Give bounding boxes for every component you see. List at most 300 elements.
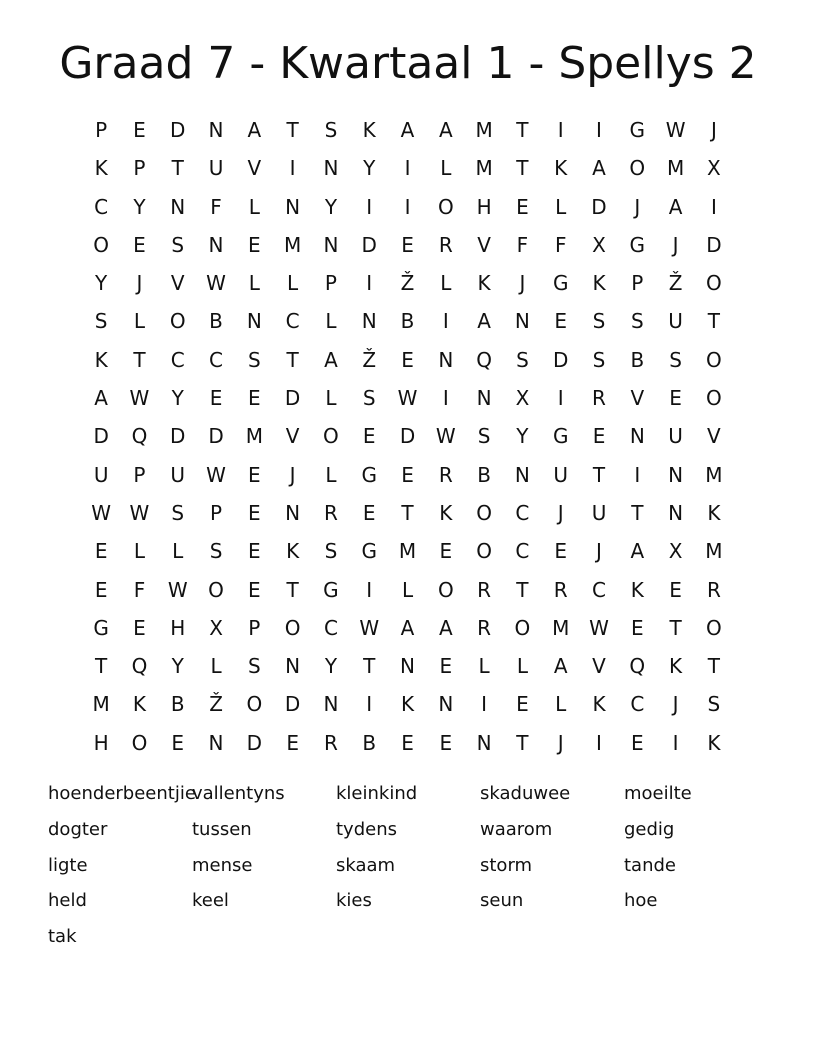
grid-letter: K	[94, 156, 108, 181]
word-list-item: skaam	[336, 854, 396, 876]
grid-letter: N	[400, 654, 415, 679]
grid-letter: S	[477, 424, 491, 449]
grid-letter: I	[596, 118, 602, 142]
grid-letter: K	[132, 692, 146, 717]
grid-letter: V	[592, 654, 606, 679]
grid-letter: D	[284, 386, 301, 411]
grid-letter: A	[592, 156, 606, 181]
grid-letter: I	[442, 309, 449, 334]
grid-letter: A	[477, 309, 491, 334]
grid-letter: E	[171, 730, 185, 755]
word-list-item: tak	[48, 926, 77, 948]
grid-letter: Y	[171, 654, 184, 679]
grid-letter: C	[285, 309, 300, 334]
grid-letter: I	[672, 730, 679, 755]
grid-letter: F	[133, 577, 146, 602]
grid-letter: U	[93, 462, 109, 487]
grid-letter: I	[289, 156, 296, 181]
grid-letter: J	[289, 462, 296, 487]
grid-letter: Q	[476, 347, 492, 372]
grid-letter: E	[630, 730, 644, 755]
grid-letter: E	[133, 615, 146, 640]
grid-letter: I	[366, 271, 373, 296]
grid-letter: G	[361, 539, 377, 564]
grid-letter: E	[439, 654, 453, 679]
grid-letter: S	[592, 347, 606, 372]
grid-letter: C	[209, 347, 224, 372]
grid-letter: X	[668, 539, 683, 564]
grid-letter: C	[515, 539, 530, 564]
grid-letter: V	[247, 156, 262, 181]
grid-letter: K	[707, 730, 721, 755]
grid-letter: N	[285, 654, 301, 679]
word-list-item: kleinkind	[336, 783, 418, 804]
grid-letter: E	[94, 539, 108, 564]
grid-letter: R	[323, 500, 338, 525]
grid-letter: G	[93, 615, 109, 640]
grid-letter: B	[477, 462, 491, 487]
word-list-item: ligte	[48, 854, 88, 876]
grid-letter: N	[361, 309, 377, 334]
grid-letter: R	[477, 615, 492, 640]
grid-letter: G	[361, 462, 377, 487]
grid-letter: X	[209, 615, 223, 640]
grid-letter: S	[707, 692, 721, 717]
grid-letter: S	[324, 539, 338, 564]
grid-letter: P	[210, 500, 223, 525]
grid-letter: L	[555, 692, 567, 717]
grid-letter: T	[286, 577, 299, 602]
grid-letter: S	[247, 654, 261, 679]
grid-letter: I	[634, 462, 641, 487]
grid-letter: O	[706, 386, 722, 411]
grid-letter: L	[325, 309, 337, 334]
grid-letter: N	[208, 730, 224, 755]
word-list-item: hoenderbeentjie	[48, 783, 196, 804]
grid-letter: L	[478, 654, 490, 679]
grid-letter: T	[707, 309, 720, 334]
grid-letter: Y	[133, 194, 146, 219]
grid-letter: K	[477, 271, 491, 296]
grid-letter: E	[248, 386, 261, 411]
grid-letter: D	[170, 424, 186, 449]
grid-letter: S	[630, 309, 644, 334]
grid-letter: E	[516, 194, 529, 219]
grid-letter: M	[705, 539, 723, 564]
grid-letter: J	[672, 232, 679, 257]
grid-letter: T	[516, 156, 529, 181]
grid-letter: T	[401, 500, 414, 525]
grid-letter: B	[630, 347, 645, 372]
grid-letter: N	[285, 500, 301, 525]
grid-letter: I	[557, 118, 564, 142]
grid-letter: M	[475, 118, 493, 142]
grid-letter: N	[514, 309, 530, 334]
grid-letter: X	[707, 156, 721, 181]
grid-letter: M	[666, 156, 685, 181]
grid-letter: O	[93, 232, 110, 257]
grid-letter: I	[557, 386, 564, 411]
grid-letter: E	[286, 730, 299, 755]
grid-letter: M	[475, 156, 493, 181]
word-list-item: tande	[624, 854, 676, 876]
grid-letter: L	[248, 194, 260, 219]
grid-letter: I	[366, 692, 373, 717]
grid-letter: Y	[516, 424, 529, 449]
grid-letter: P	[95, 118, 108, 142]
grid-letter: O	[706, 347, 722, 372]
grid-letter: D	[93, 424, 109, 449]
grid-letter: O	[514, 615, 531, 640]
grid-letter: L	[133, 309, 146, 334]
grid-letter: T	[516, 118, 529, 142]
grid-letter: A	[438, 615, 453, 640]
grid-letter: T	[631, 500, 644, 525]
grid-letter: J	[136, 271, 143, 296]
grid-letter: Y	[324, 654, 338, 679]
grid-letter: L	[172, 539, 184, 564]
grid-letter: L	[516, 654, 528, 679]
grid-letter: E	[630, 615, 644, 640]
grid-letter: E	[669, 386, 682, 411]
grid-letter: N	[208, 232, 224, 257]
grid-letter: A	[247, 118, 262, 142]
grid-letter: A	[630, 539, 645, 564]
grid-letter: I	[404, 194, 411, 219]
grid-letter: A	[668, 194, 683, 219]
grid-letter: K	[439, 500, 453, 525]
grid-letter: K	[286, 539, 300, 564]
grid-letter: P	[631, 271, 644, 296]
grid-letter: V	[285, 424, 300, 449]
grid-letter: W	[397, 386, 418, 411]
grid-letter: Y	[95, 271, 108, 296]
grid-letter: D	[591, 194, 607, 219]
grid-letter: E	[209, 386, 223, 411]
grid-letter: M	[284, 232, 302, 257]
grid-letter: R	[323, 730, 338, 755]
word-list-item: waarom	[480, 818, 553, 840]
grid-letter: E	[133, 232, 146, 257]
grid-letter: U	[591, 500, 607, 525]
grid-letter: N	[323, 692, 339, 717]
grid-letter: T	[516, 730, 529, 755]
word-list	[48, 776, 768, 955]
grid-letter: E	[516, 692, 529, 717]
grid-letter: K	[707, 500, 721, 525]
grid-letter: S	[171, 232, 185, 257]
grid-letter: L	[133, 539, 146, 564]
grid-letter: T	[133, 347, 146, 372]
grid-letter: O	[629, 156, 646, 181]
grid-letter: A	[94, 386, 108, 411]
grid-letter: L	[210, 654, 222, 679]
grid-letter: A	[324, 347, 338, 372]
grid-letter: S	[592, 309, 606, 334]
grid-letter: W	[589, 615, 609, 640]
grid-letter: X	[515, 386, 530, 411]
word-list-item: dogter	[48, 818, 108, 840]
grid-letter: Ž	[362, 347, 377, 372]
grid-letter: T	[363, 654, 376, 679]
grid-letter: L	[325, 386, 337, 411]
grid-letter: E	[401, 462, 414, 487]
grid-letter: E	[669, 577, 682, 602]
grid-letter: N	[629, 424, 645, 449]
grid-letter: I	[596, 730, 602, 755]
grid-letter: Q	[131, 654, 148, 679]
grid-letter: N	[476, 386, 492, 411]
grid-letter: Q	[131, 424, 148, 449]
grid-letter: L	[401, 577, 414, 602]
grid-letter: I	[481, 692, 488, 717]
grid-letter: D	[170, 118, 186, 142]
grid-letter: E	[248, 539, 261, 564]
grid-letter: T	[286, 347, 299, 372]
grid-letter: L	[325, 462, 337, 487]
grid-letter: B	[400, 309, 415, 334]
grid-letter: D	[246, 730, 263, 755]
grid-letter: D	[208, 424, 224, 449]
grid-letter: K	[554, 156, 568, 181]
grid-letter: C	[592, 577, 606, 602]
grid-letter: E	[94, 577, 108, 602]
grid-letter: W	[206, 271, 226, 296]
grid-letter: D	[706, 232, 722, 257]
grid-letter: L	[440, 156, 452, 181]
grid-letter: R	[477, 577, 492, 602]
grid-letter: K	[94, 347, 108, 372]
word-list-item: mense	[192, 854, 253, 876]
grid-letter: B	[209, 309, 223, 334]
grid-letter: J	[557, 730, 564, 755]
grid-letter: V	[477, 232, 491, 257]
grid-letter: E	[362, 424, 376, 449]
grid-letter: U	[170, 462, 186, 487]
grid-letter: O	[323, 424, 339, 449]
grid-letter: N	[323, 156, 339, 181]
grid-letter: H	[170, 615, 186, 640]
grid-letter: G	[629, 118, 646, 142]
grid-letter: W	[129, 386, 150, 411]
word-list-item: seun	[480, 890, 524, 912]
grid-letter: R	[553, 577, 568, 602]
grid-letter: Q	[629, 654, 646, 679]
grid-letter: E	[362, 500, 376, 525]
grid-letter: I	[442, 386, 449, 411]
grid-letter: W	[91, 500, 112, 525]
grid-letter: F	[554, 232, 567, 257]
grid-letter: V	[707, 424, 721, 449]
grid-letter: P	[324, 271, 337, 296]
grid-letter: O	[437, 194, 454, 219]
grid-letter: R	[706, 577, 721, 602]
grid-letter: T	[669, 615, 682, 640]
grid-letter: J	[557, 500, 564, 525]
grid-letter: U	[208, 156, 224, 181]
grid-letter: E	[554, 309, 568, 334]
grid-letter: O	[476, 500, 492, 525]
grid-letter: W	[435, 424, 456, 449]
grid-letter: E	[439, 539, 453, 564]
grid-letter: Ž	[668, 271, 683, 296]
grid-letter: C	[94, 194, 109, 219]
grid-letter: T	[592, 462, 606, 487]
word-list-item: vallentyns	[192, 783, 285, 804]
grid-letter: Y	[363, 156, 376, 181]
grid-letter: I	[710, 194, 717, 219]
word-list-item: moeilte	[624, 783, 692, 804]
grid-letter: D	[553, 347, 569, 372]
grid-letter: A	[438, 118, 453, 142]
grid-letter: H	[476, 194, 492, 219]
grid-letter: E	[248, 462, 261, 487]
grid-letter: O	[706, 615, 722, 640]
grid-letter: U	[553, 462, 569, 487]
grid-letter: U	[668, 309, 683, 334]
grid-letter: P	[133, 156, 146, 181]
grid-letter: O	[437, 577, 454, 602]
grid-letter: L	[287, 271, 299, 296]
grid-letter: S	[247, 347, 261, 372]
grid-letter: M	[705, 462, 723, 487]
grid-letter: Y	[324, 194, 338, 219]
grid-letter: E	[248, 500, 261, 525]
grid-letter: N	[668, 462, 684, 487]
grid-letter: S	[209, 539, 223, 564]
word-list-item: kies	[336, 890, 372, 912]
grid-letter: E	[248, 232, 261, 257]
grid-letter: O	[131, 730, 148, 755]
grid-letter: O	[706, 271, 722, 296]
word-list-item: storm	[480, 854, 533, 876]
grid-letter: J	[672, 692, 679, 717]
grid-letter: O	[169, 309, 186, 334]
grid-letter: N	[246, 309, 262, 334]
grid-letter: P	[248, 615, 261, 640]
grid-letter: J	[710, 118, 717, 142]
grid-letter: I	[366, 194, 373, 219]
grid-letter: U	[668, 424, 683, 449]
grid-letter: J	[596, 539, 602, 564]
grid-letter: S	[669, 347, 682, 372]
word-list-item: skaduwee	[480, 783, 571, 804]
grid-letter: S	[324, 118, 338, 142]
grid-letter: X	[592, 232, 606, 257]
grid-letter: C	[515, 500, 530, 525]
grid-letter: M	[398, 539, 417, 564]
grid-letter: A	[400, 615, 415, 640]
grid-letter: N	[668, 500, 684, 525]
grid-letter: K	[362, 118, 376, 142]
grid-letter: G	[323, 577, 339, 602]
word-search-grid	[82, 111, 733, 762]
word-list-item: tussen	[192, 818, 252, 840]
grid-letter: L	[248, 271, 260, 296]
word-list-item: keel	[192, 890, 229, 912]
word-list-item: gedig	[624, 818, 675, 840]
grid-letter: E	[401, 730, 414, 755]
grid-letter: L	[555, 194, 567, 219]
grid-letter: I	[404, 156, 411, 181]
grid-letter: S	[171, 500, 185, 525]
grid-letter: T	[95, 654, 108, 679]
grid-letter: B	[170, 692, 185, 717]
word-list-item: held	[48, 890, 87, 912]
grid-letter: J	[634, 194, 641, 219]
grid-letter: N	[438, 692, 454, 717]
grid-letter: T	[707, 654, 720, 679]
word-list-item: tydens	[336, 818, 397, 840]
grid-letter: N	[285, 194, 301, 219]
grid-letter: N	[476, 730, 492, 755]
grid-letter: E	[592, 424, 606, 449]
grid-letter: K	[400, 692, 415, 717]
grid-letter: W	[129, 500, 150, 525]
grid-letter: E	[401, 232, 414, 257]
grid-letter: E	[401, 347, 414, 372]
grid-letter: W	[359, 615, 380, 640]
grid-letter: R	[592, 386, 606, 411]
grid-letter: K	[669, 654, 683, 679]
grid-letter: S	[362, 386, 376, 411]
page-title: Graad 7 - Kwartaal 1 - Spellys 2	[59, 38, 757, 89]
grid-letter: T	[171, 156, 184, 181]
grid-letter: S	[516, 347, 529, 372]
grid-letter: B	[362, 730, 377, 755]
grid-letter: O	[284, 615, 301, 640]
grid-letter: G	[552, 424, 569, 449]
grid-letter: G	[552, 271, 569, 296]
grid-letter: D	[399, 424, 416, 449]
grid-letter: N	[438, 347, 454, 372]
grid-letter: C	[170, 347, 185, 372]
grid-letter: M	[92, 692, 110, 717]
grid-letter: C	[630, 692, 645, 717]
grid-letter: E	[133, 118, 146, 142]
grid-letter: E	[439, 730, 453, 755]
grid-letter: V	[170, 271, 185, 296]
grid-letter: M	[245, 424, 263, 449]
grid-letter: W	[167, 577, 188, 602]
grid-letter: A	[553, 654, 568, 679]
grid-letter: Y	[171, 386, 184, 411]
grid-letter: F	[210, 194, 222, 219]
grid-letter: R	[438, 462, 453, 487]
grid-letter: P	[133, 462, 146, 487]
grid-letter: E	[554, 539, 568, 564]
grid-letter: J	[519, 271, 526, 296]
grid-letter: Ž	[400, 271, 415, 296]
grid-letter: K	[592, 271, 606, 296]
grid-letter: D	[284, 692, 301, 717]
grid-letter: N	[514, 462, 530, 487]
grid-letter: C	[323, 615, 338, 640]
grid-letter: F	[516, 232, 529, 257]
grid-letter: V	[630, 386, 645, 411]
word-list-item: hoe	[624, 890, 658, 912]
grid-letter: K	[630, 577, 644, 602]
grid-letter: H	[93, 730, 109, 755]
grid-letter: D	[361, 232, 377, 257]
grid-letter: I	[366, 577, 373, 602]
grid-letter: E	[248, 577, 261, 602]
grid-letter: O	[208, 577, 224, 602]
grid-letter: O	[246, 692, 263, 717]
grid-letter: N	[323, 232, 339, 257]
grid-letter: R	[438, 232, 453, 257]
grid-letter: N	[170, 194, 186, 219]
